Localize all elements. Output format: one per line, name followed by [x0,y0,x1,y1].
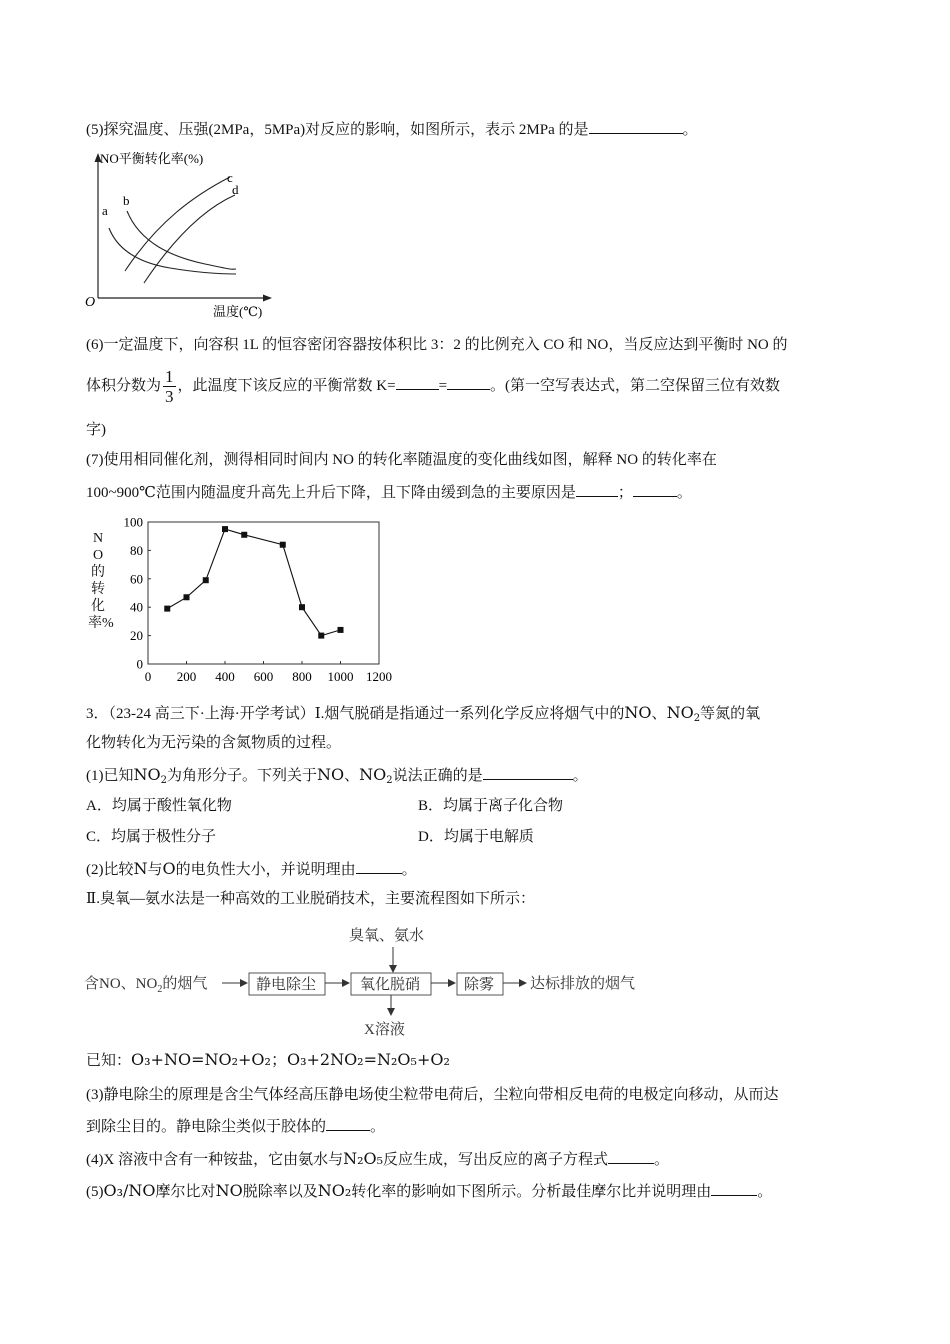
sub-question-4: (4)X 溶液中含有一种铵盐，它由氨水与N₂O₅反应生成，写出反应的离子方程式 。 [86,1149,670,1168]
chart-y-axis-label [88,530,114,632]
curve-label-b: b [123,193,130,208]
chart-data-point [241,532,247,538]
x-tick-label: 0 [144,669,152,684]
option-a[interactable]: A．均属于酸性氧化物 [86,798,232,814]
known-equations: O₃+NO=NO₂+O₂；O₃+2NO₂=N₂O₅+O₂ [131,1050,450,1069]
flow-arrow-down-in [389,965,397,973]
y-tick-label: 0 [136,656,143,672]
flow-arrow-3 [448,979,456,987]
curve-label-a: a [102,203,108,218]
known-reactions: 已知：O₃+NO=NO₂+O₂；O₃+2NO₂=N₂O₅+O₂ [86,1050,450,1069]
svg-text:除雾: 除雾 [464,977,495,993]
sub-question-3-line-1: (3)静电除尘的原理是含尘气体经高压静电场使尘粒带电荷后，尘粒向带相反电荷的电极定向移动，从而达 [86,1087,779,1103]
answer-blank-k-expression[interactable] [396,374,439,390]
sub-question-3-line-2: 到除尘目的。静电除尘类似于胶体的 。 [86,1115,385,1137]
figure1-x-axis-label: 温度(℃) [213,304,263,319]
figure1-y-axis-label: NO平衡转化率(%) [100,151,204,166]
option-b[interactable]: B．均属于离子化合物 [418,798,564,814]
part-2-intro: Ⅱ.臭氧—氨水法是一种高效的工业脱硝技术，主要流程图如下所示： [86,891,535,907]
x-tick-label: 800 [292,669,312,684]
answer-blank[interactable] [356,858,402,874]
sub-question-2: (2)比较N与O的电负性大小，并说明理由 。 [86,859,417,878]
answer-blank[interactable] [326,1115,370,1131]
answer-blank[interactable] [483,764,573,780]
question-3-line-1: 3．（23-24 高三下·上海·开学考试）Ⅰ.烟气脱硝是指通过一系列化学反应将烟气中的NO、$NO_2$等氮的氧 [86,703,761,724]
x-tick-label: 400 [215,669,235,684]
x-tick-label: 200 [176,669,197,684]
question-3-line-2: 化物转化为无污染的含氮物质的过程。 [86,735,342,751]
fraction-one-third: $\frac{1}{3}$ [165,367,174,407]
chart-data-point [318,633,324,639]
curve-label-d: d [232,182,239,197]
sub-question-1: (1)已知$NO_2$为角形分子。下列关于NO、$NO_2$说法正确的是 。 [86,765,588,786]
question-7-line-2: 100~900℃范围内随温度升高先上升后下降，且下降由缓到急的主要原因是 ； 。 [86,481,692,503]
flow-arrow-4 [519,979,527,987]
question-5: (5)探究温度、压强(2MPa，5MPa)对反应的影响，如图所示，表示 2MPa 的是 。 [86,118,698,140]
chart-frame [148,522,379,664]
flow-arrow-2 [342,979,350,987]
question-5-text: (5)探究温度、压强(2MPa，5MPa)对反应的影响，如图所示，表示 2MPa 的是 [86,122,589,138]
chart-series-line [167,529,340,636]
y-tick-label: 40 [130,599,143,615]
y-tick-label: 100 [123,514,143,530]
chart-data-point [164,606,170,612]
flow-input-label: 含NO、$NO_2$的烟气 [84,976,208,995]
option-d[interactable]: D．均属于电解质 [418,829,534,845]
x-tick-label: 1200 [366,669,392,684]
question-6-line-3: 字) [86,422,106,438]
x-tick-label: 600 [253,669,274,684]
y-tick-label: 20 [130,628,143,644]
curve-d [144,195,235,283]
answer-blank[interactable] [711,1180,757,1196]
question-7-line-1: (7)使用相同催化剂，测得相同时间内 NO 的转化率随温度的变化曲线如图，解释 NO 的转化率在 [86,452,717,468]
answer-blank[interactable] [576,481,618,497]
chart-data-point [184,594,190,600]
chart-data-point [203,577,209,583]
answer-blank[interactable] [633,481,677,497]
chart-y-axis-label-text: NO的转化率% [88,531,114,631]
answer-blank-k-value[interactable] [447,374,490,390]
flow-arrow-down-out [387,1008,395,1016]
flow-output-bottom-label: X溶液 [364,1022,405,1038]
figure1-origin: O [85,295,96,310]
svg-text:氧化脱硝: 氧化脱硝 [360,977,421,993]
figure-equilibrium-conversion [80,145,290,320]
y-tick-label: 60 [130,571,143,587]
x-tick-label: 1000 [327,669,354,684]
flow-arrow-1 [240,979,248,987]
option-c[interactable]: C．均属于极性分子 [86,829,217,845]
flow-input-top-label: 臭氧、氨水 [349,928,425,944]
conversion-rate-chart [110,508,410,686]
svg-text:静电除尘: 静电除尘 [256,977,317,993]
curve-label-c: c [227,170,233,185]
chart-data-point [299,604,305,610]
chart-data-point [222,526,228,532]
curve-c [125,177,230,271]
answer-blank[interactable] [589,118,683,134]
chart-data-point [280,542,286,548]
sub-question-5: (5)O₃/NO摩尔比对NO脱除率以及NO₂转化率的影响如下图所示。分析最佳摩尔比并说明理由 。 [86,1181,773,1200]
chart-data-point [338,627,344,633]
answer-blank[interactable] [608,1148,654,1164]
question-6-line-2: 体积分数为 $\frac{1}{3}$ ，此温度下该反应的平衡常数 K= = 。(第一空写表达式，第二空保留三位有效数 [86,367,781,407]
question-6-line-1: (6)一定温度下，向容积 1L 的恒容密闭容器按体积比 3：2 的比例充入 CO 和 NO，当反应达到平衡时 NO 的 [86,337,788,353]
figure1-x-arrow [263,295,272,302]
flow-output-label: 达标排放的烟气 [530,976,636,992]
y-tick-label: 80 [130,542,143,558]
process-flowchart [80,920,680,1042]
